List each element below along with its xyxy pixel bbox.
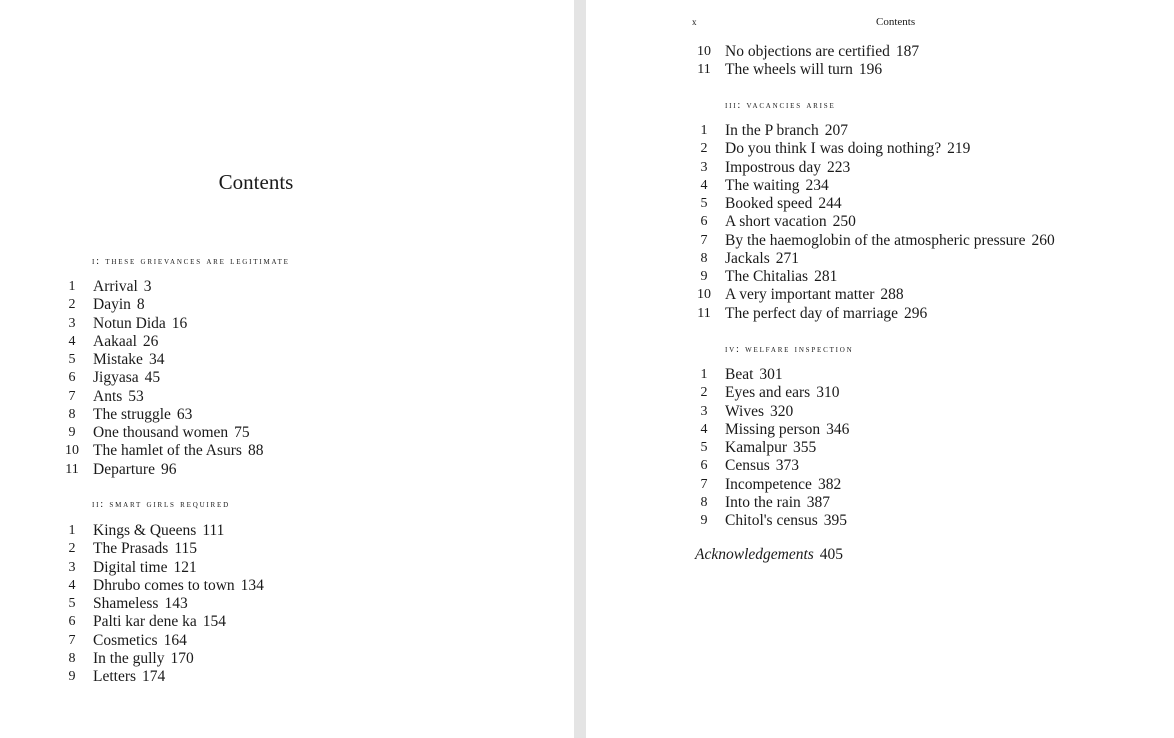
chapter-number: 3 (68, 315, 76, 331)
chapter-title: The Prasads (93, 540, 169, 558)
chapter-number: 3 (700, 159, 708, 175)
chapter-number: 5 (68, 596, 76, 611)
chapter-number: 10 (697, 44, 711, 59)
chapter-page: 234 (805, 176, 829, 194)
chapter-page: 115 (174, 540, 198, 558)
chapter-number: 3 (68, 559, 76, 575)
chapter-number: 4 (68, 577, 76, 593)
chapter-number: 7 (68, 388, 76, 404)
chapter-title: The Chitalias (725, 268, 809, 285)
chapter-title: Palti kar dene ka (93, 613, 197, 631)
chapter-title-row (725, 457, 799, 475)
chapter-number: 2 (700, 385, 708, 401)
chapter-number: 8 (68, 406, 76, 422)
chapter-title-row (93, 650, 194, 668)
chapter-page: 207 (824, 122, 848, 139)
chapter-title: Mistake (93, 351, 143, 368)
chapter-title-row (725, 232, 1055, 250)
contents-title: Contents (218, 170, 294, 194)
chapter-title-row (93, 668, 165, 686)
chapter-title-row (725, 494, 830, 512)
chapter-title: Kings & Queens (93, 522, 197, 539)
chapter-title: Missing person (725, 420, 821, 438)
chapter-number: 9 (68, 669, 76, 684)
chapter-title-row (93, 351, 164, 369)
chapter-number: 11 (697, 305, 711, 321)
chapter-title-row (93, 540, 197, 558)
chapter-title: A short vacation (725, 213, 827, 231)
chapter-title: Shameless (93, 595, 159, 612)
chapter-title-row (725, 384, 839, 402)
chapter-title: Eyes and ears (725, 384, 811, 402)
chapter-number: 9 (700, 269, 708, 284)
chapter-title: Chitol's census (725, 512, 818, 529)
chapter-page: 174 (142, 668, 166, 685)
chapter-title-row (725, 122, 848, 140)
chapter-title-row (725, 439, 816, 457)
chapter-title-row (93, 461, 176, 479)
chapter-title: Dayin (93, 296, 131, 314)
chapter-title-row (725, 476, 841, 494)
chapter-page: 250 (832, 213, 856, 231)
chapter-title: The waiting (725, 176, 800, 194)
chapter-title: Ants (93, 387, 123, 405)
chapter-page: 196 (858, 61, 883, 79)
chapter-title-row (725, 512, 847, 530)
chapter-number: 11 (65, 461, 79, 477)
chapter-number: 4 (68, 333, 76, 349)
chapter-title-row (725, 213, 856, 231)
chapter-page: 223 (827, 158, 851, 176)
chapter-title: Kamalpur (725, 439, 787, 456)
chapter-title-row (93, 406, 192, 424)
chapter-title: Beat (725, 366, 754, 383)
chapter-page: 288 (880, 286, 904, 304)
acknowledgements-title: Acknowledgements (695, 546, 814, 563)
chapter-page: 164 (163, 631, 187, 649)
chapter-page: 53 (128, 387, 144, 405)
chapter-title: The hamlet of the Asurs (93, 442, 242, 460)
chapter-title: Census (725, 457, 770, 475)
chapter-title: By the haemoglobin of the atmospheric pressure (725, 231, 1026, 249)
chapter-title-row (725, 421, 849, 439)
chapter-page: 170 (170, 649, 194, 667)
chapter-number: 3 (700, 403, 708, 419)
chapter-number: 1 (68, 523, 76, 538)
chapter-title: Jigyasa (93, 369, 139, 387)
chapter-title: Incompetence (725, 475, 812, 493)
chapter-number: 1 (700, 123, 708, 138)
chapter-title-row (93, 388, 144, 406)
chapter-page: 111 (202, 522, 225, 539)
chapter-title-row (93, 577, 264, 595)
chapter-title: One thousand women (93, 424, 229, 441)
chapter-title-row (93, 296, 145, 314)
chapter-page: 45 (144, 369, 161, 387)
chapter-title-row (725, 366, 783, 384)
chapter-number: 7 (700, 476, 708, 492)
chapter-number: 9 (700, 513, 708, 528)
chapter-title: Notun Dida (93, 314, 166, 332)
chapter-title: Booked speed (725, 195, 813, 212)
chapter-page: 26 (142, 332, 159, 350)
chapter-page: 395 (823, 512, 848, 529)
left-page (0, 0, 574, 738)
right-page (586, 0, 1174, 738)
chapter-number: 4 (700, 421, 708, 437)
chapter-title: Into the rain (725, 493, 801, 511)
chapter-title-row (725, 43, 919, 61)
chapter-title-row (725, 286, 904, 304)
chapter-title-row (725, 177, 829, 195)
chapter-number: 11 (697, 62, 711, 78)
chapter-page: 88 (247, 442, 264, 460)
chapter-title-row (93, 369, 160, 387)
chapter-title-row (93, 424, 250, 442)
chapter-page: 387 (806, 493, 831, 511)
chapter-title: Aakaal (93, 332, 137, 350)
chapter-title: Dhrubo comes to town (93, 576, 235, 594)
acknowledgements-page: 405 (819, 546, 844, 563)
chapter-page: 271 (775, 249, 800, 267)
chapter-page: 96 (160, 460, 177, 478)
chapter-page: 34 (148, 351, 165, 368)
chapter-number: 6 (68, 614, 76, 630)
chapter-title-row (725, 140, 970, 158)
chapter-title: In the P branch (725, 122, 819, 139)
chapter-number: 1 (68, 279, 76, 294)
chapter-title: In the gully (93, 649, 165, 667)
chapter-title-row (725, 250, 799, 268)
chapter-page: 134 (240, 576, 264, 594)
chapter-title: Wives (725, 402, 764, 420)
chapter-number: 8 (700, 250, 708, 266)
chapter-title: Arrival (93, 278, 138, 295)
chapter-number: 8 (700, 494, 708, 510)
chapter-page: 382 (817, 475, 842, 493)
chapter-number: 2 (68, 297, 76, 313)
chapter-title-row (725, 61, 882, 79)
chapter-title: Departure (93, 460, 155, 478)
part-heading: iv: welfare inspection (725, 344, 854, 355)
chapter-number: 5 (68, 352, 76, 367)
chapter-number: 2 (700, 141, 708, 157)
chapter-title-row (725, 159, 850, 177)
chapter-title-row (93, 333, 158, 351)
chapter-page: 244 (818, 195, 842, 212)
chapter-title-row (93, 559, 197, 577)
chapter-number: 7 (700, 232, 708, 248)
chapter-title-row (93, 522, 224, 540)
chapter-title-row (93, 595, 188, 613)
chapter-page: 260 (1031, 231, 1055, 249)
chapter-number: 8 (68, 650, 76, 666)
page-gutter (574, 0, 586, 738)
chapter-title-row (93, 278, 152, 296)
chapter-page: 373 (775, 457, 800, 475)
chapter-page: 3 (143, 278, 152, 295)
chapter-page: 281 (814, 268, 838, 285)
chapter-number: 6 (700, 458, 708, 474)
part-heading: ii: smart girls required (92, 499, 230, 510)
chapter-title: The wheels will turn (725, 61, 853, 79)
chapter-page: 187 (895, 43, 920, 60)
folio: x (692, 17, 697, 27)
chapter-title: A very important matter (725, 286, 875, 304)
part-heading: i: these grievances are legitimate (92, 256, 290, 267)
chapter-page: 154 (202, 613, 226, 631)
chapter-page: 296 (903, 304, 928, 322)
chapter-title-row (93, 442, 263, 460)
chapter-page: 63 (176, 405, 193, 423)
chapter-title: Cosmetics (93, 631, 158, 649)
chapter-number: 9 (68, 425, 76, 440)
chapter-number: 10 (697, 287, 711, 303)
chapter-number: 5 (700, 440, 708, 455)
chapter-title: The perfect day of marriage (725, 304, 898, 322)
chapter-number: 6 (700, 214, 708, 230)
chapter-page: 346 (826, 420, 850, 438)
chapter-title-row (93, 613, 226, 631)
chapter-title: Digital time (93, 558, 168, 576)
chapter-title: The struggle (93, 405, 171, 423)
chapter-number: 1 (700, 367, 708, 382)
chapter-number: 4 (700, 177, 708, 193)
chapter-number: 6 (68, 370, 76, 386)
chapter-title-row (725, 403, 793, 421)
chapter-number: 7 (68, 632, 76, 648)
chapter-title-row (93, 632, 187, 650)
chapter-page: 310 (816, 384, 840, 402)
chapter-page: 219 (947, 140, 971, 158)
chapter-page: 121 (173, 558, 197, 576)
chapter-title: No objections are certified (725, 43, 890, 60)
chapter-number: 10 (65, 443, 79, 459)
chapter-page: 320 (769, 402, 794, 420)
acknowledgements-entry (695, 546, 843, 564)
chapter-title: Jackals (725, 249, 770, 267)
chapter-number: 5 (700, 196, 708, 211)
chapter-page: 8 (136, 296, 145, 314)
part-heading: iii: vacancies arise (725, 100, 836, 111)
chapter-title-row (725, 305, 927, 323)
chapter-page: 16 (171, 314, 188, 332)
running-head: Contents (876, 16, 916, 28)
chapter-number: 2 (68, 541, 76, 557)
chapter-title-row (725, 268, 837, 286)
chapter-title-row (93, 315, 187, 333)
chapter-page: 301 (759, 366, 783, 383)
chapter-title-row (725, 195, 842, 213)
chapter-title: Do you think I was doing nothing? (725, 140, 942, 158)
chapter-page: 143 (164, 595, 188, 612)
chapter-title: Letters (93, 668, 137, 685)
chapter-title: Impostrous day (725, 158, 822, 176)
chapter-page: 355 (792, 439, 817, 456)
chapter-page: 75 (234, 424, 250, 441)
